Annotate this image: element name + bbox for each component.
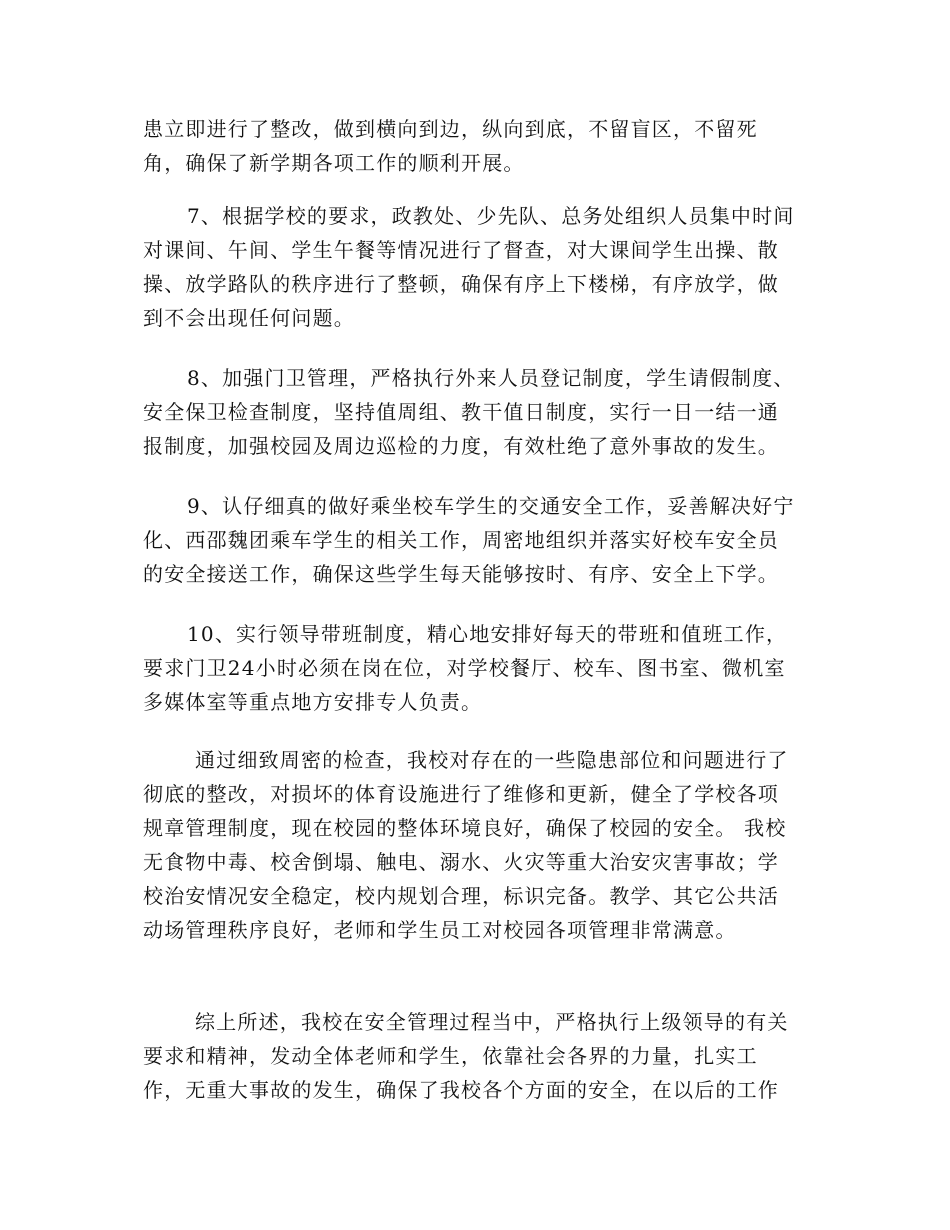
text-line: 的安全接送工作，确保这些学生每天能够按时、有序、安全上下学。 <box>143 562 779 586</box>
text-line: 校治安情况安全稳定，校内规划合理，标识完备。教学、其它公共活 <box>143 884 779 908</box>
text-line: 化、西邵魏团乘车学生的相关工作，周密地组织并落实好校车安全员 <box>143 528 779 552</box>
text-line: 到不会出现任何问题。 <box>143 306 355 330</box>
text-line: 报制度，加强校园及周边巡检的力度，有效杜绝了意外事故的发生。 <box>143 434 779 458</box>
paragraph-continuation <box>143 112 823 180</box>
text-line: 要求门卫24小时必须在岗在位，对学校餐厅、校车、图书室、微机室 <box>143 656 786 680</box>
paragraph-item-9 <box>143 489 823 591</box>
text-line: 对课间、午间、学生午餐等情况进行了督查，对大课间学生出操、散 <box>143 238 779 262</box>
text-line: 综上所述，我校在安全管理过程当中，严格执行上级领导的有关 <box>195 1010 789 1034</box>
text-line: 规章管理制度，现在校园的整体环境良好，确保了校园的安全。 我校 <box>143 816 787 840</box>
text-line: 通过细致周密的检查，我校对存在的一些隐患部位和问题进行了 <box>195 748 789 772</box>
text-line: 7、根据学校的要求，政教处、少先队、总务处组织人员集中时间 <box>187 204 795 228</box>
paragraph-inspection-summary <box>143 743 823 947</box>
text-line: 9、认仔细真的做好乘坐校车学生的交通安全工作，妥善解决好宁 <box>187 494 795 518</box>
text-line: 角，确保了新学期各项工作的顺利开展。 <box>143 151 525 175</box>
paragraph-item-8 <box>143 361 823 463</box>
text-line: 操、放学路队的秩序进行了整顿，确保有序上下楼梯，有序放学，做 <box>143 272 779 296</box>
paragraph-item-10 <box>143 617 823 719</box>
text-line: 10、实行领导带班制度，精心地安排好每天的带班和值班工作， <box>187 622 788 646</box>
text-line: 多媒体室等重点地方安排专人负责。 <box>143 690 483 714</box>
text-line: 患立即进行了整改，做到横向到边，纵向到底，不留盲区，不留死 <box>143 117 758 141</box>
text-line: 作，无重大事故的发生，确保了我校各个方面的安全，在以后的工作 <box>143 1078 779 1102</box>
text-line: 动场管理秩序良好，老师和学生员工对校园各项管理非常满意。 <box>143 918 737 942</box>
text-line: 安全保卫检查制度，坚持值周组、教干值日制度，实行一日一结一通 <box>143 400 779 424</box>
text-line: 彻底的整改，对损坏的体育设施进行了维修和更新，健全了学校各项 <box>143 782 779 806</box>
paragraph-item-7 <box>143 199 823 335</box>
paragraph-conclusion <box>143 1005 823 1107</box>
text-line: 无食物中毒、校舍倒塌、触电、溺水、火灾等重大治安灾害事故；学 <box>143 850 779 874</box>
text-line: 要求和精神，发动全体老师和学生，依靠社会各界的力量，扎实工 <box>143 1044 758 1068</box>
text-line: 8、加强门卫管理，严格执行外来人员登记制度，学生请假制度、 <box>187 366 795 390</box>
